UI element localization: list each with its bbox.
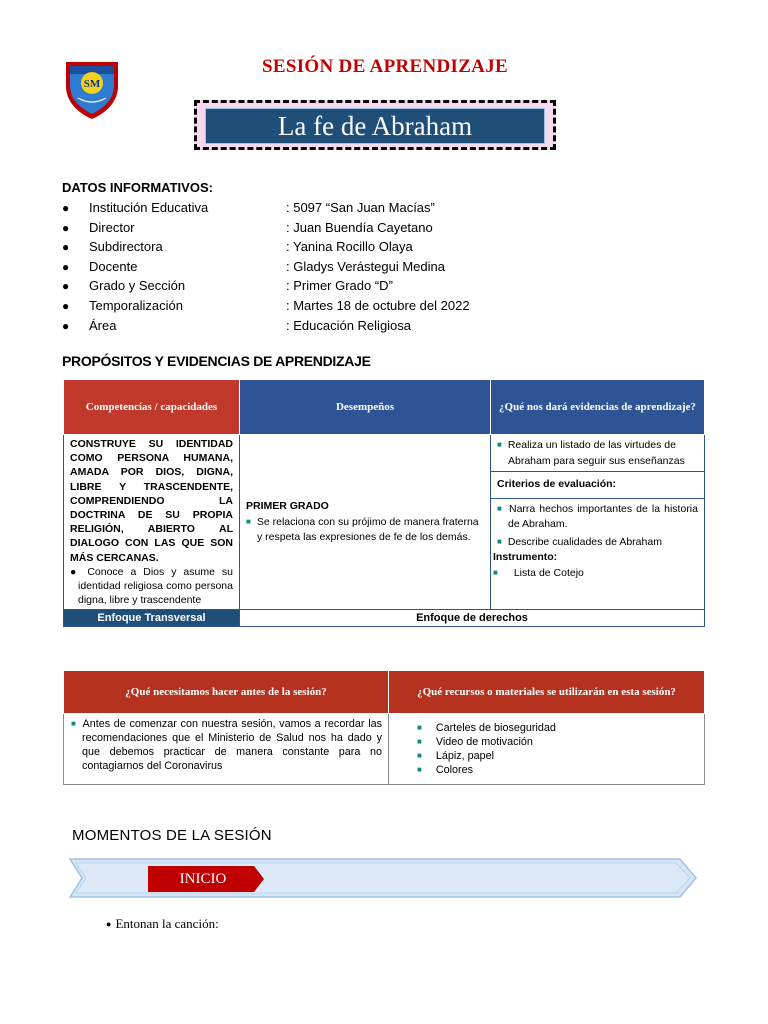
info-label: Área — [89, 318, 117, 333]
bullet-icon: ● — [62, 319, 70, 333]
instrumento-heading: Instrumento: — [493, 551, 558, 563]
square-bullet-icon: ■ — [417, 723, 422, 732]
instrumento-text: Lista de Cotejo — [513, 567, 584, 579]
criterios-block — [491, 499, 704, 583]
info-row-director — [62, 219, 682, 237]
info-label: Docente — [89, 259, 138, 274]
recurso-text: Colores — [435, 764, 474, 776]
school-logo — [62, 56, 122, 120]
info-row-area — [62, 317, 682, 335]
bullet-icon: ● — [62, 279, 70, 293]
propositos-table — [63, 379, 705, 627]
antes-text: Antes de comenzar con nuestra sesión, vamos a recordar las recomendaciones que el Ministerio de Salud nos ha dado y que debemos practicar de manera constante para no contagiarnos del Coronavirus — [82, 718, 382, 772]
info-value: : Gladys Verástegui Medina — [286, 259, 445, 274]
capacidad-text: ● Conoce a Dios y asume su identidad religiosa como persona digna, libre y trascendente — [70, 565, 233, 607]
document-title: SESIÓN DE APRENDIZAJE — [262, 56, 508, 77]
evidencia-cell — [491, 435, 705, 610]
grado-label: PRIMER GRADO — [246, 499, 329, 512]
info-label: Director — [89, 220, 135, 235]
preparacion-table — [63, 670, 705, 785]
recurso-text: Video de motivación — [435, 736, 533, 748]
square-bullet-icon: ■ — [493, 568, 498, 577]
recursos-cell — [389, 714, 705, 785]
recurso-item — [417, 735, 698, 749]
info-row-docente — [62, 258, 682, 276]
recurso-item — [417, 721, 698, 735]
info-label: Temporalización — [89, 298, 183, 313]
criterio-text: Describe cualidades de Abraham — [507, 536, 662, 548]
competencia-text: CONSTRUYE SU IDENTIDAD COMO PERSONA HUMANA, AMADA POR DIOS, DIGNA, LIBRE Y TRASCENDENTE, COMPRENDIENDO LA DOCTRINA DE SU PROPIA RELIGIÓN, ABIERTO AL DIALOGO CON LAS QUE SON MÁS CERCANAS. — [70, 438, 233, 564]
square-bullet-icon: ■ — [71, 719, 77, 728]
inicio-first-item — [106, 916, 219, 932]
evidencia-text: Realiza un listado de las virtudes de Abraham para seguir sus enseñanzas — [507, 439, 685, 467]
session-title-frame — [194, 100, 556, 150]
recurso-text: Lápiz, papel — [435, 750, 495, 762]
evidencia-item — [491, 435, 704, 472]
col-header-antes: ¿Qué necesitamos hacer antes de la sesión? — [64, 671, 389, 714]
square-bullet-icon: ■ — [497, 440, 502, 449]
antes-cell — [64, 714, 389, 785]
info-row-subdirectora — [62, 238, 682, 256]
bullet-icon: ● — [62, 201, 70, 215]
recurso-item — [417, 763, 698, 777]
bullet-icon: ● — [62, 299, 70, 313]
info-row-temporalizacion — [62, 297, 682, 315]
square-bullet-icon: ■ — [497, 504, 503, 513]
info-value: : Educación Religiosa — [286, 318, 412, 333]
competencia-cell — [64, 435, 240, 610]
info-row-institucion — [62, 199, 682, 217]
square-bullet-icon: ■ — [246, 516, 251, 526]
enfoque-value: Enfoque de derechos — [240, 610, 705, 627]
recurso-text: Carteles de bioseguridad — [435, 722, 556, 734]
criterio-text: Narra hechos importantes de la historia de Abraham. — [508, 503, 698, 530]
enfoque-label: Enfoque Transversal — [64, 610, 240, 627]
col-header-competencias: Competencias / capacidades — [64, 380, 240, 435]
momentos-heading: MOMENTOS DE LA SESIÓN — [72, 827, 272, 844]
bullet-icon: ● — [106, 919, 112, 929]
info-value: : Martes 18 de octubre del 2022 — [286, 298, 470, 313]
desempeno-text: Se relaciona con su prójimo de manera fraterna y respeta las expresiones de fe de los demás. — [256, 515, 479, 543]
info-value: : Juan Buendía Cayetano — [286, 220, 433, 235]
inicio-item-text: Entonan la canción: — [115, 916, 219, 931]
info-label: Grado y Sección — [89, 278, 186, 293]
info-label: Subdirectora — [89, 239, 163, 254]
svg-text:SM: SM — [83, 78, 101, 90]
info-value: : 5097 “San Juan Macías” — [286, 200, 435, 215]
info-row-grado — [62, 277, 682, 295]
criterio-item — [497, 501, 698, 532]
desempeno-item — [246, 514, 484, 545]
bullet-icon: ● — [62, 260, 70, 274]
instrumento-item — [493, 565, 698, 581]
session-title: La fe de Abraham — [205, 108, 545, 144]
col-header-desempenos: Desempeños — [240, 380, 491, 435]
propositos-heading: PROPÓSITOS Y EVIDENCIAS DE APRENDIZAJE — [62, 353, 371, 369]
info-label: Institución Educativa — [89, 200, 209, 215]
datos-heading: DATOS INFORMATIVOS: — [62, 180, 213, 195]
square-bullet-icon: ■ — [417, 751, 422, 760]
square-bullet-icon: ■ — [417, 765, 422, 774]
square-bullet-icon: ■ — [497, 537, 502, 546]
square-bullet-icon: ■ — [417, 737, 422, 746]
info-value: : Yanina Rocillo Olaya — [286, 239, 413, 254]
col-header-evidencias: ¿Qué nos dará evidencias de aprendizaje? — [491, 380, 705, 435]
bullet-icon: ● — [62, 221, 70, 235]
info-value: : Primer Grado “D” — [286, 278, 393, 293]
desempeno-cell — [240, 435, 491, 610]
criterio-item — [497, 534, 698, 550]
recurso-item — [417, 749, 698, 763]
inicio-label: INICIO — [179, 871, 227, 887]
criterios-heading: Criterios de evaluación: — [491, 472, 704, 499]
col-header-recursos: ¿Qué recursos o materiales se utilizarán en esta sesión? — [389, 671, 705, 714]
bullet-icon: ● — [62, 240, 70, 254]
